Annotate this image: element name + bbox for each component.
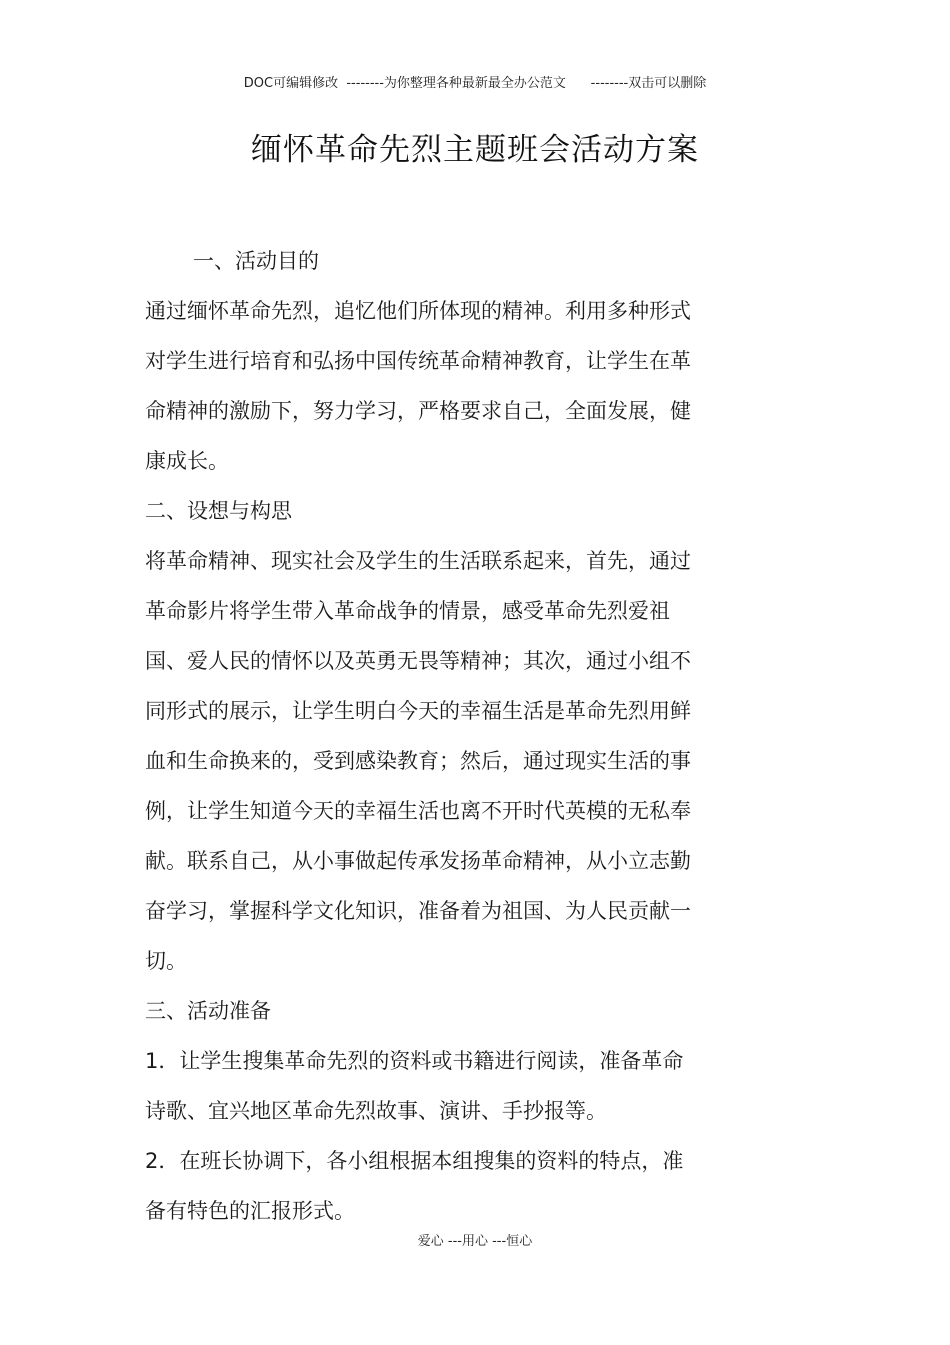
section-heading-concept: 二、设想与构思 — [145, 499, 292, 523]
list-item-line: 1．让学生搜集革命先烈的资料或书籍进行阅读，准备革命 — [145, 1049, 684, 1073]
paragraph-line: 献。联系自己，从小事做起传承发扬革命精神，从小立志勤 — [145, 849, 691, 873]
paragraph-line: 命精神的激励下，努力学习，严格要求自己，全面发展，健 — [145, 399, 691, 423]
paragraph-line: 通过缅怀革命先烈，追忆他们所体现的精神。利用多种形式 — [145, 299, 691, 323]
paragraph-line: 将革命精神、现实社会及学生的生活联系起来，首先，通过 — [145, 549, 691, 573]
paragraph-line: 例，让学生知道今天的幸福生活也离不开时代英模的无私奉 — [145, 799, 691, 823]
paragraph-line: 康成长。 — [145, 449, 229, 473]
page-header-note: DOC可编辑修改 --------为你整理各种最新最全办公范文 --------双击可以删除 — [243, 76, 707, 91]
paragraph-line: 革命影片将学生带入革命战争的情景，感受革命先烈爱祖 — [145, 599, 670, 623]
paragraph-line: 奋学习，掌握科学文化知识，准备着为祖国、为人民贡献一 — [145, 899, 691, 923]
paragraph-line: 国、爱人民的情怀以及英勇无畏等精神；其次，通过小组不 — [145, 649, 691, 673]
paragraph-line: 血和生命换来的，受到感染教育；然后，通过现实生活的事 — [145, 749, 691, 773]
paragraph-line: 对学生进行培育和弘扬中国传统革命精神教育，让学生在革 — [145, 349, 691, 373]
list-item-line: 诗歌、宜兴地区革命先烈故事、演讲、手抄报等。 — [145, 1099, 607, 1123]
section-heading-purpose: 一、活动目的 — [193, 249, 319, 273]
document-title: 缅怀革命先烈主题班会活动方案 — [251, 132, 699, 168]
document-body — [145, 236, 745, 1236]
paragraph-line: 切。 — [145, 949, 187, 973]
list-item-line: 2．在班长协调下，各小组根据本组搜集的资料的特点，准 — [145, 1149, 684, 1173]
paragraph-line: 同形式的展示，让学生明白今天的幸福生活是革命先烈用鲜 — [145, 699, 691, 723]
list-item-line: 备有特色的汇报形式。 — [145, 1199, 355, 1223]
page-footer-note: 爱心 ---用心 ---恒心 — [417, 1234, 533, 1249]
section-heading-preparation: 三、活动准备 — [145, 999, 271, 1023]
